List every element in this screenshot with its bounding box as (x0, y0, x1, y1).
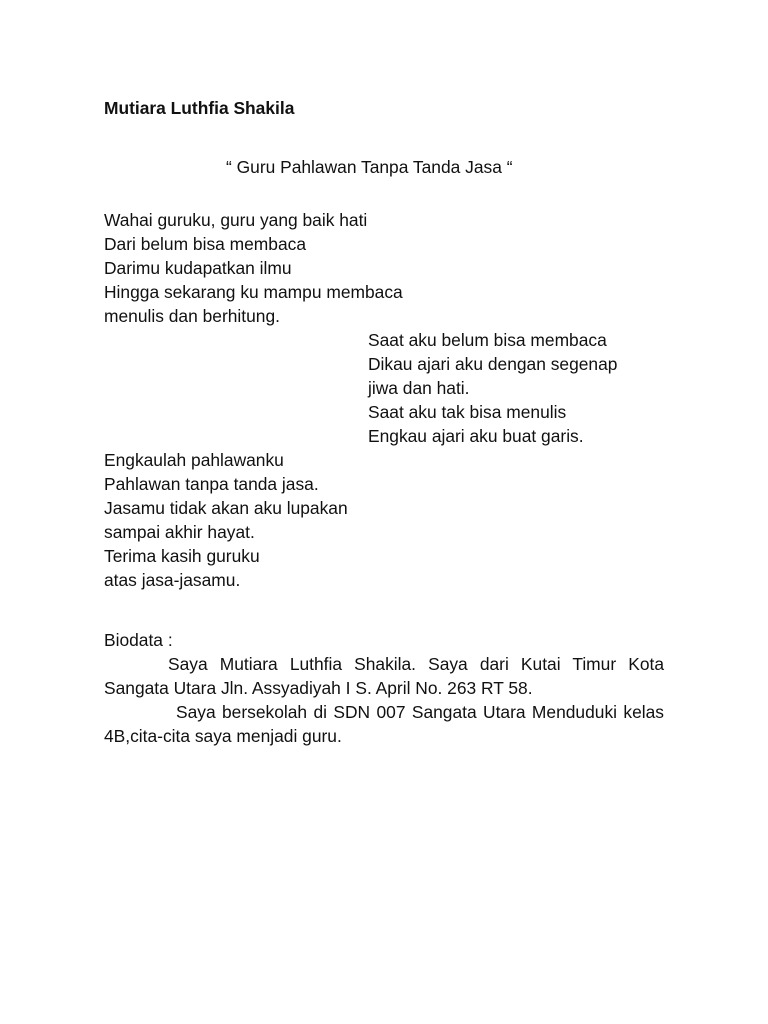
poem-line: Saat aku tak bisa menulis (368, 402, 567, 422)
poem-line: jiwa dan hati. (368, 378, 470, 398)
poem-line: sampai akhir hayat. (104, 522, 255, 542)
poem-line: Wahai guruku, guru yang baik hati (104, 210, 368, 230)
poem-line: Engkaulah pahlawanku (104, 450, 284, 470)
poem-line: Hingga sekarang ku mampu membaca (104, 282, 403, 302)
poem-line: Dikau ajari aku dengan segenap (368, 354, 618, 374)
poem-line: Jasamu tidak akan aku lupakan (104, 498, 348, 518)
biodata-paragraph: Saya bersekolah di SDN 007 Sangata Utara Menduduki kelas 4B,cita-cita saya menjadi guru. (104, 702, 664, 746)
poem-line: Engkau ajari aku buat garis. (368, 426, 584, 446)
poem-line: Saat aku belum bisa membaca (368, 330, 607, 350)
poem-line: atas jasa-jasamu. (104, 570, 241, 590)
poem-stanza-2 (368, 328, 617, 448)
poem-line: Darimu kudapatkan ilmu (104, 258, 292, 278)
poem-title: “ Guru Pahlawan Tanpa Tanda Jasa “ (226, 157, 513, 177)
biodata-paragraph: Saya Mutiara Luthfia Shakila. Saya dari Kutai Timur Kota Sangata Utara Jln. Assyadiyah I S. April No. 263 RT 58. (104, 654, 664, 698)
poem-line: Pahlawan tanpa tanda jasa. (104, 474, 319, 494)
author-name: Mutiara Luthfia Shakila (104, 98, 295, 118)
biodata-heading: Biodata : (104, 630, 173, 650)
poem-line: Dari belum bisa membaca (104, 234, 307, 254)
poem-line: Terima kasih guruku (104, 546, 260, 566)
poem-stanza-3 (104, 448, 348, 592)
poem-line: menulis dan berhitung. (104, 306, 280, 326)
poem-stanza-1 (104, 208, 403, 328)
